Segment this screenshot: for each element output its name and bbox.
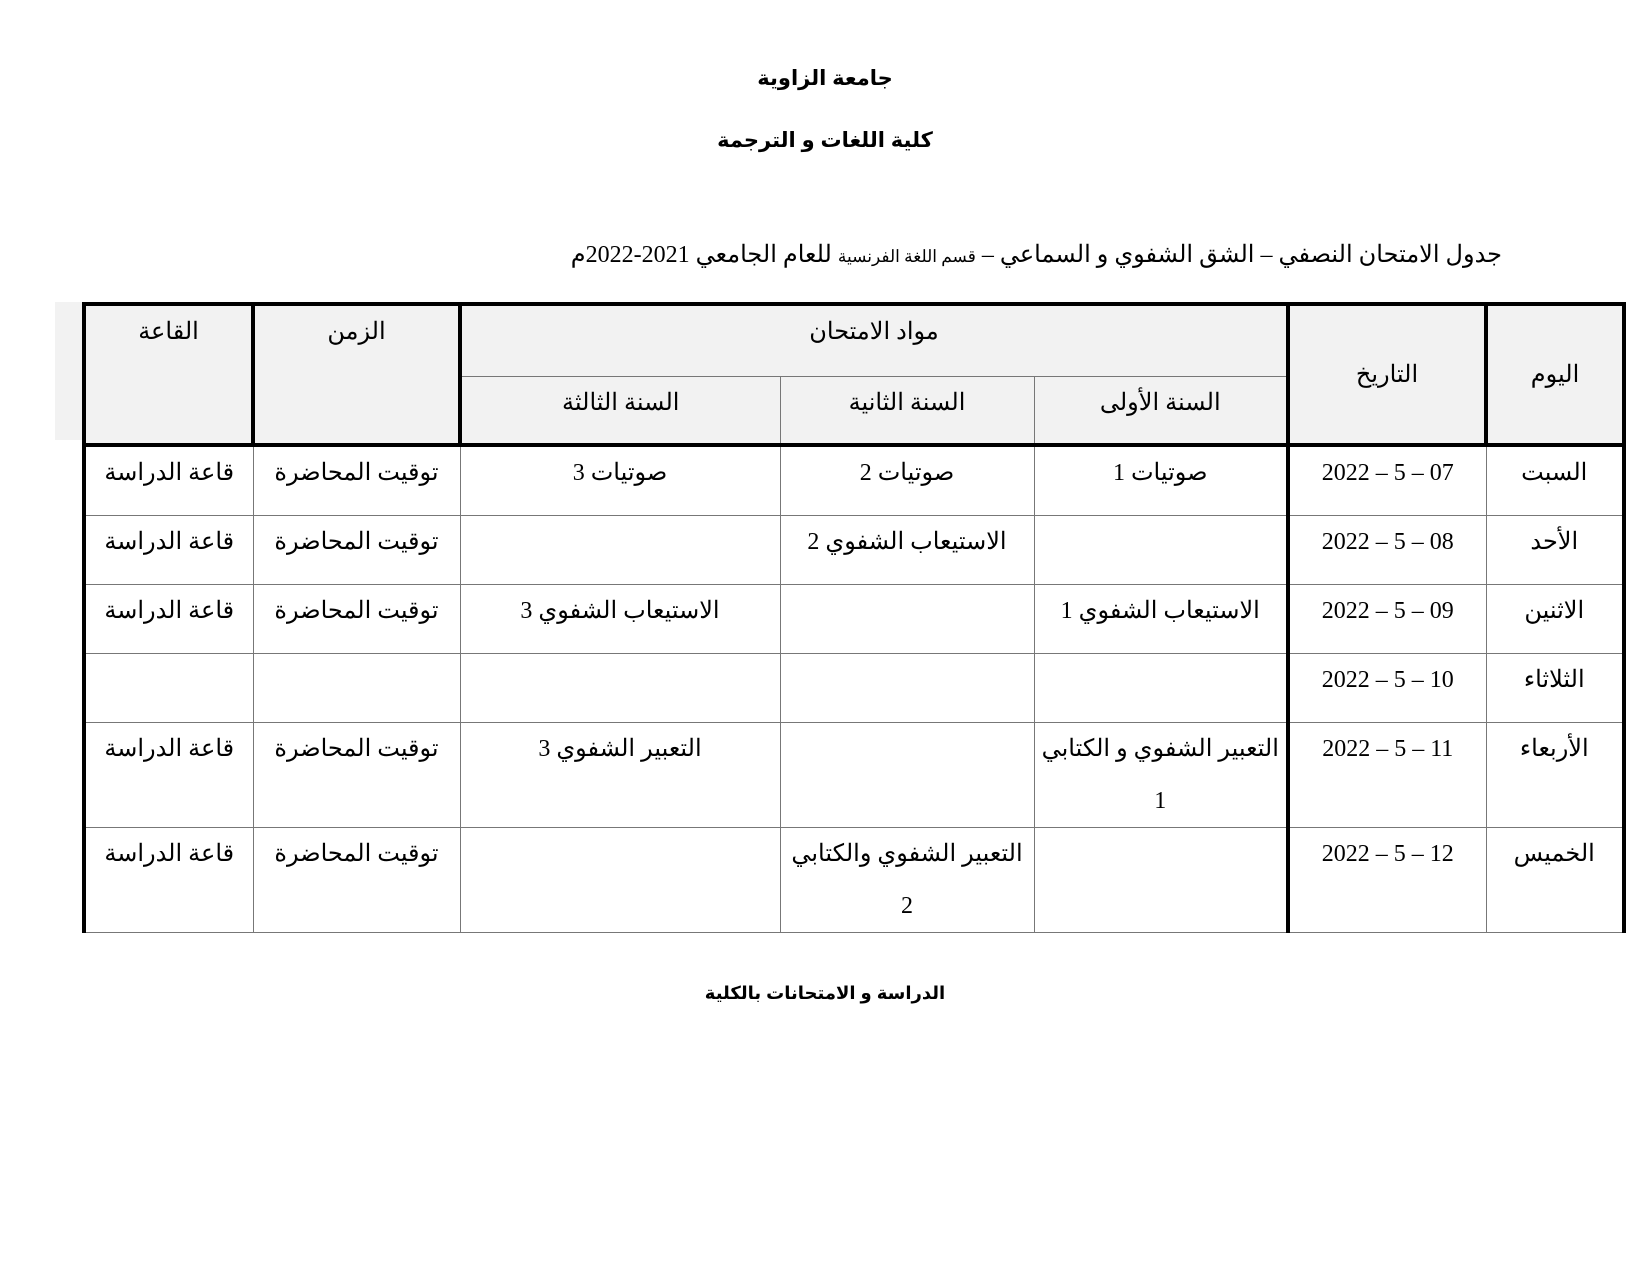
university-name: جامعة الزاوية (757, 67, 893, 90)
header-subjects: مواد الامتحان (460, 304, 1288, 377)
header-year3: السنة الثالثة (460, 377, 780, 446)
header-hall: القاعة (84, 304, 253, 445)
year3-cell: صوتيات 3 (460, 445, 780, 516)
day-cell: السبت (1486, 445, 1624, 516)
header-year2: السنة الثانية (780, 377, 1034, 446)
table-row (84, 828, 1624, 933)
table-row (84, 516, 1624, 585)
table-row (84, 585, 1624, 654)
year2-cell: التعبير الشفوي والكتابي 2 (780, 828, 1034, 933)
year3-cell (460, 654, 780, 723)
day-cell: الأحد (1486, 516, 1624, 585)
time-cell: توقيت المحاضرة (253, 516, 460, 585)
table-row (84, 445, 1624, 516)
day-cell: الأربعاء (1486, 723, 1624, 828)
hall-cell: قاعة الدراسة (84, 723, 253, 828)
year1-cell: التعبير الشفوي و الكتابي 1 (1034, 723, 1288, 828)
header-shading (55, 302, 85, 440)
date-cell (1288, 516, 1486, 585)
time-cell: توقيت المحاضرة (253, 585, 460, 654)
exam-schedule-table (82, 302, 1626, 933)
date-value: 2022 – 5 – 07 (1321, 460, 1454, 486)
hall-cell: قاعة الدراسة (84, 445, 253, 516)
year1-cell: الاستيعاب الشفوي 1 (1034, 585, 1288, 654)
date-value: 2022 – 5 – 08 (1321, 529, 1454, 555)
date-value: 2022 – 5 – 10 (1321, 667, 1454, 693)
date-cell (1288, 723, 1486, 828)
hall-cell: قاعة الدراسة (84, 585, 253, 654)
header-date: التاريخ (1288, 304, 1486, 445)
year2-cell (780, 585, 1034, 654)
year1-cell: صوتيات 1 (1034, 445, 1288, 516)
time-cell: توقيت المحاضرة (253, 723, 460, 828)
schedule-title-year: للعام الجامعي 2021-2022م (570, 242, 838, 268)
hall-cell (84, 654, 253, 723)
day-cell: الخميس (1486, 828, 1624, 933)
schedule-title-main: جدول الامتحان النصفي – الشق الشفوي و السماعي – (975, 242, 1502, 268)
signature-line: الدراسة و الامتحانات بالكلية (704, 983, 946, 1003)
year3-cell: الاستيعاب الشفوي 3 (460, 585, 780, 654)
year1-cell (1034, 654, 1288, 723)
date-cell (1288, 654, 1486, 723)
year2-cell (780, 654, 1034, 723)
time-cell (253, 654, 460, 723)
header-year1: السنة الأولى (1034, 377, 1288, 446)
table-row (84, 654, 1624, 723)
date-value: 2022 – 5 – 09 (1321, 598, 1454, 624)
hall-cell: قاعة الدراسة (84, 516, 253, 585)
hall-cell: قاعة الدراسة (84, 828, 253, 933)
year3-cell: التعبير الشفوي 3 (460, 723, 780, 828)
time-cell: توقيت المحاضرة (253, 828, 460, 933)
faculty-name: كلية اللغات و الترجمة (717, 129, 933, 152)
date-value: 2022 – 5 – 12 (1321, 841, 1454, 867)
schedule-title (571, 240, 1502, 269)
time-cell: توقيت المحاضرة (253, 445, 460, 516)
date-cell (1288, 828, 1486, 933)
header-time: الزمن (253, 304, 460, 445)
header-day: اليوم (1486, 304, 1624, 445)
day-cell: الثلاثاء (1486, 654, 1624, 723)
schedule-title-dept: قسم اللغة الفرنسية (837, 247, 976, 266)
date-cell (1288, 445, 1486, 516)
year2-cell (780, 723, 1034, 828)
year2-cell: صوتيات 2 (780, 445, 1034, 516)
date-cell (1288, 585, 1486, 654)
year1-cell (1034, 516, 1288, 585)
year2-cell: الاستيعاب الشفوي 2 (780, 516, 1034, 585)
day-cell: الاثنين (1486, 585, 1624, 654)
year1-cell (1034, 828, 1288, 933)
table-row (84, 723, 1624, 828)
year3-cell (460, 828, 780, 933)
year3-cell (460, 516, 780, 585)
date-value: 2022 – 5 – 11 (1322, 736, 1454, 762)
